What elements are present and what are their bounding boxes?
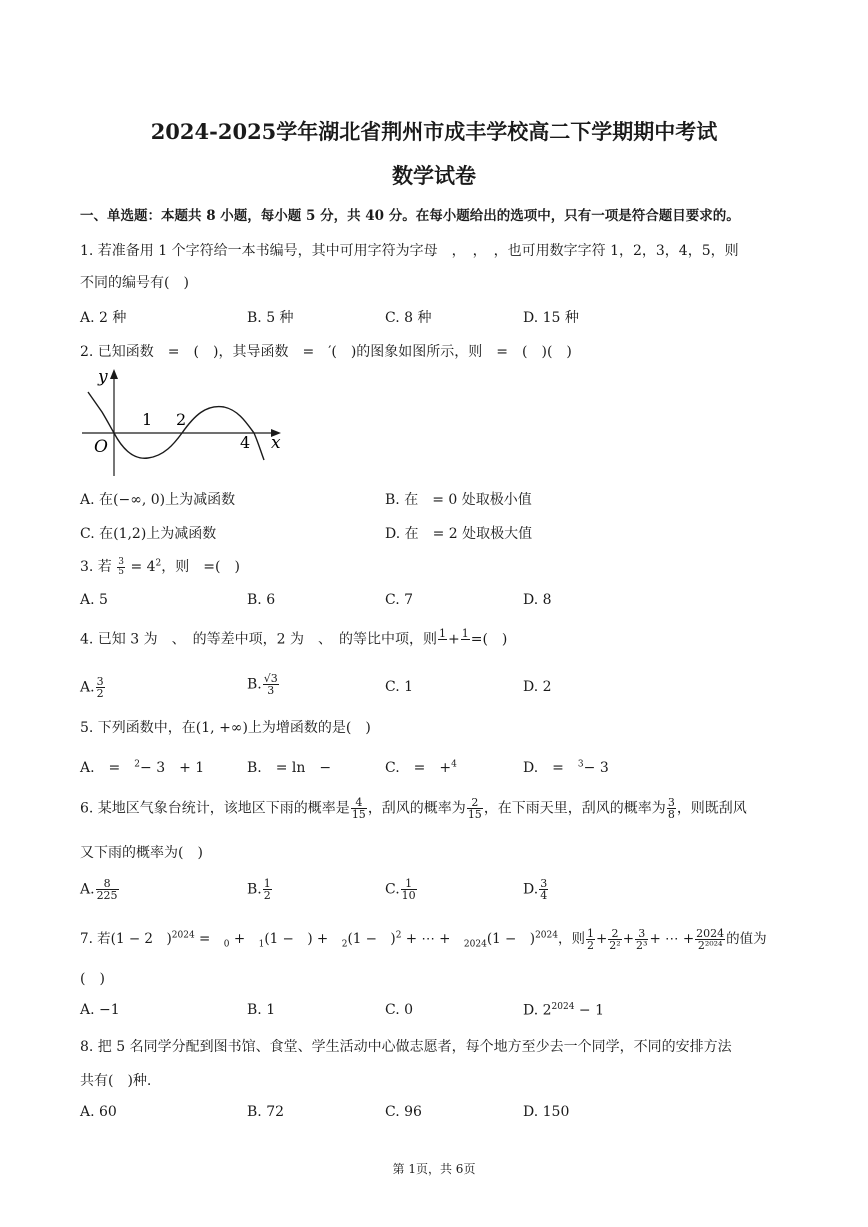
q4-fraction-1 <box>438 628 447 651</box>
q4-option-d: D. 2 <box>523 679 552 695</box>
q5-option-d <box>523 757 609 777</box>
tick-label-1: 1 <box>142 410 153 429</box>
q6-fraction-1 <box>351 797 367 820</box>
q7-stem-part: + <box>229 931 259 947</box>
q3-stem-part: 3. 若 <box>80 559 112 575</box>
q7-stem-part: ，则 <box>557 931 585 947</box>
q4-option-c: C. 1 <box>385 679 414 695</box>
q6-option-c <box>385 878 418 901</box>
q7-stem-line2: ( ) <box>80 971 105 987</box>
q6-option-c-numerator: 1 <box>401 878 417 890</box>
q7-term-1-numerator: 1 <box>586 927 594 940</box>
q7-stem-part: + ⋯ + <box>401 931 464 947</box>
q4-option-a-fraction <box>96 676 105 699</box>
q6-stem-line1 <box>80 797 747 820</box>
q3-fraction <box>117 558 125 577</box>
origin-label: O <box>94 437 108 457</box>
q2-option-b: B. 在 = 0 处取极小值 <box>385 492 532 508</box>
q6-stem-part: ，在下雨天里，刮风的概率为 <box>483 800 666 817</box>
q7-ellipsis: + ⋯ + <box>649 931 695 947</box>
q6-fraction-2 <box>467 797 483 820</box>
q1-stem-line1: 1. 若准备用 1 个字符给一本书编号，其中可用字符为字母 ， ， ，也可用数字字符 1，2，3，4，5，则 <box>80 243 739 259</box>
q3-option-b: B. 6 <box>247 592 276 608</box>
q4-option-b-label: B. <box>247 676 262 693</box>
q5-option-d-exponent: 3 <box>577 759 584 770</box>
q4-option-b-denominator: 3 <box>267 684 275 697</box>
q5-option-d-part: D. = <box>523 760 578 776</box>
q4-option-b <box>247 673 280 696</box>
q8-option-b: B. 72 <box>247 1104 285 1120</box>
q6-stem-part: ，则既刮风 <box>676 800 747 817</box>
q6-option-a-numerator: 8 <box>96 878 119 890</box>
section-heading: 一、单选题：本题共 8 小题，每小题 5 分，共 40 分。在每小题给出的选项中，只有一项是符合题目要求的。 <box>80 208 740 224</box>
q7-exponent: 2024 <box>171 930 195 941</box>
q4-fraction-1-numerator: 1 <box>438 627 446 640</box>
q4-option-a-denominator: 2 <box>96 687 104 700</box>
q6-option-d-numerator: 3 <box>540 877 548 890</box>
q1-option-c: C. 8 种 <box>385 310 432 326</box>
q3-fraction-denominator: 5 <box>118 566 124 577</box>
q6-option-a-label: A. <box>80 881 95 898</box>
q6-option-a <box>80 878 120 901</box>
q6-option-d-fraction <box>539 878 548 901</box>
q5-option-c-exponent: 4 <box>451 759 457 770</box>
q4-plus: + <box>447 631 460 648</box>
q7-term-3 <box>635 928 648 951</box>
q1-stem-line2: 不同的编号有( ) <box>80 275 189 291</box>
q3-option-a: A. 5 <box>80 592 108 608</box>
y-axis-label: y <box>98 367 108 387</box>
tick-label-4: 4 <box>240 433 251 452</box>
q7-term-4-numerator: 2024 <box>696 927 725 940</box>
q1-option-a: A. 2 种 <box>80 310 127 326</box>
q7-option-c: C. 0 <box>385 1002 414 1018</box>
q6-stem-part: 6. 某地区气象台统计，该地区下雨的概率是 <box>80 800 350 817</box>
q3-option-d: D. 8 <box>523 592 552 608</box>
q7-stem-part: = <box>194 931 224 947</box>
q7-term-3-denominator: 2³ <box>636 939 648 952</box>
q4-option-a <box>80 676 106 699</box>
q5-option-d-part: − 3 <box>583 760 609 776</box>
q5-option-a-exponent: 2 <box>134 759 141 770</box>
q6-option-a-fraction <box>96 878 119 901</box>
x-axis-label: x <box>271 433 281 453</box>
q6-fraction-2-numerator: 2 <box>467 797 483 809</box>
q6-option-a-denominator: 225 <box>96 889 118 902</box>
q6-option-b-fraction <box>263 878 272 901</box>
q7-option-d <box>523 1002 604 1019</box>
q4-option-b-fraction <box>263 673 279 696</box>
page-footer: 第 1页，共 6页 <box>392 1162 476 1176</box>
q6-fraction-3-numerator: 3 <box>667 796 675 809</box>
q5-option-a-part: A. = <box>80 760 135 776</box>
q7-subscript: 1 <box>258 939 265 950</box>
q3-stem-part: = 4 <box>130 559 156 575</box>
q4-fraction-1-denominator <box>438 640 447 651</box>
q7-stem-part: (1 − ) + <box>264 931 342 947</box>
q6-fraction-3-denominator: 8 <box>667 808 675 821</box>
q2-derivative-graph <box>78 364 288 478</box>
q7-term-1-denominator: 2 <box>586 939 594 952</box>
tick-label-2: 2 <box>176 410 187 429</box>
q6-fraction-1-denominator: 15 <box>351 808 366 821</box>
q7-exponent: 2024 <box>535 930 558 941</box>
q7-option-d-part: − 1 <box>574 1002 604 1019</box>
q8-stem-line2: 共有( )种. <box>80 1073 152 1089</box>
q4-stem-part: 4. 已知 3 为 、 的等差中项，2 为 、 的等比中项，则 <box>80 631 437 648</box>
q7-option-a: A. −1 <box>80 1002 120 1018</box>
q8-option-a: A. 60 <box>80 1104 117 1120</box>
q6-stem-line2: 又下雨的概率为( ) <box>80 845 203 861</box>
q7-stem-part: 7. 若(1 − 2 ) <box>80 931 172 947</box>
q4-option-b-numerator: √3 <box>263 672 278 685</box>
q7-subscript: 2024 <box>463 939 487 950</box>
q1-option-b: B. 5 种 <box>247 310 294 326</box>
q7-term-4-denominator: 2²⁰²⁴ <box>697 939 723 952</box>
q7-term-1 <box>586 928 595 951</box>
q6-option-d-label: D. <box>523 881 539 898</box>
q7-term-4 <box>695 928 725 951</box>
q3-fraction-numerator: 3 <box>118 556 124 567</box>
q2-option-c: C. 在(1,2)上为减函数 <box>80 526 217 542</box>
q3-option-c: C. 7 <box>385 592 414 608</box>
q7-term-2-numerator: 2 <box>608 928 621 940</box>
q6-option-c-label: C. <box>385 881 400 898</box>
q6-option-d-denominator: 4 <box>540 889 548 902</box>
q5-stem: 5. 下列函数中，在(1, +∞)上为增函数的是( ) <box>80 720 371 736</box>
q3-exponent: 2 <box>155 558 162 569</box>
q7-option-d-exponent: 2024 <box>551 1002 575 1012</box>
q6-option-d <box>523 878 549 901</box>
q5-option-a <box>80 757 204 777</box>
q4-stem <box>80 628 507 651</box>
q6-option-c-denominator: 10 <box>401 889 416 902</box>
page-title: 2024-2025学年湖北省荆州市成丰学校高二下学期期中考试 <box>150 119 718 144</box>
q5-option-c-part: C. = + <box>385 760 452 776</box>
q6-option-b-denominator: 2 <box>263 889 271 902</box>
q7-term-2 <box>608 928 621 951</box>
q6-fraction-3 <box>667 797 676 820</box>
q1-option-d: D. 15 种 <box>523 310 579 326</box>
q2-option-a: A. 在(−∞, 0)上为减函数 <box>80 492 236 508</box>
q6-fraction-2-denominator: 15 <box>467 808 482 821</box>
q3-stem-part: ，则 =( ) <box>161 559 240 575</box>
q8-option-d: D. 150 <box>523 1104 570 1120</box>
q5-option-b: B. = ln − <box>247 760 332 776</box>
q3-stem <box>80 556 240 577</box>
q5-option-a-part: − 3 + 1 <box>140 760 205 776</box>
q7-subscript: 0 <box>223 939 230 950</box>
q8-option-c: C. 96 <box>385 1104 422 1120</box>
page-subtitle: 数学试卷 <box>392 163 476 188</box>
q6-option-b-label: B. <box>247 881 262 898</box>
q7-stem-part: (1 − ) <box>486 931 536 947</box>
q7-option-b: B. 1 <box>247 1002 276 1018</box>
q7-term-3-numerator: 3 <box>635 928 648 940</box>
q6-option-c-fraction <box>401 878 417 901</box>
q7-exponent: 2 <box>395 930 402 941</box>
q2-stem: 2. 已知函数 = ( )，其导函数 = ′( )的图象如图所示，则 = ( )( ) <box>80 344 572 360</box>
q6-option-b-numerator: 1 <box>263 877 271 890</box>
q8-stem-line1: 8. 把 5 名同学分配到图书馆、食堂、学生活动中心做志愿者，每个地方至少去一个同学，不同的安排方法 <box>80 1039 732 1055</box>
q4-fraction-2 <box>461 628 470 651</box>
q7-subscript: 2 <box>341 939 348 950</box>
q6-fraction-1-numerator: 4 <box>351 797 367 809</box>
q2-option-d: D. 在 = 2 处取极大值 <box>385 526 533 542</box>
q5-option-c <box>385 757 457 777</box>
q7-stem-part: 的值为 <box>726 931 767 947</box>
q4-option-a-label: A. <box>80 679 95 696</box>
q4-fraction-2-numerator: 1 <box>461 627 469 640</box>
q7-option-d-part: D. 2 <box>523 1002 552 1019</box>
y-axis-arrow <box>110 369 118 379</box>
q7-term-2-denominator: 2² <box>609 939 621 952</box>
q6-stem-part: ，刮风的概率为 <box>367 800 466 817</box>
q7-stem-part: (1 − ) <box>347 931 396 947</box>
q4-option-a-numerator: 3 <box>96 675 104 688</box>
q4-stem-part: =( ) <box>470 631 508 648</box>
q6-option-b <box>247 878 273 901</box>
q4-fraction-2-denominator <box>461 640 470 651</box>
q7-stem-line1: 7. 若(1 − 2 )$^{2024}$ = $_0$ + $_1$(1 − ) + $_2$(1 − )$^2$ + ⋯ + $_{2024}$(1 − )$^{2024}$，则 $\frac{1}{2}$ + $\frac{2}{\text{2²}}$ + $\frac{3}{\text{2³}}$ + ⋯ + $\frac{2024}{\text{2²⁰²⁴}}$ 的值为 <box>80 927 767 952</box>
